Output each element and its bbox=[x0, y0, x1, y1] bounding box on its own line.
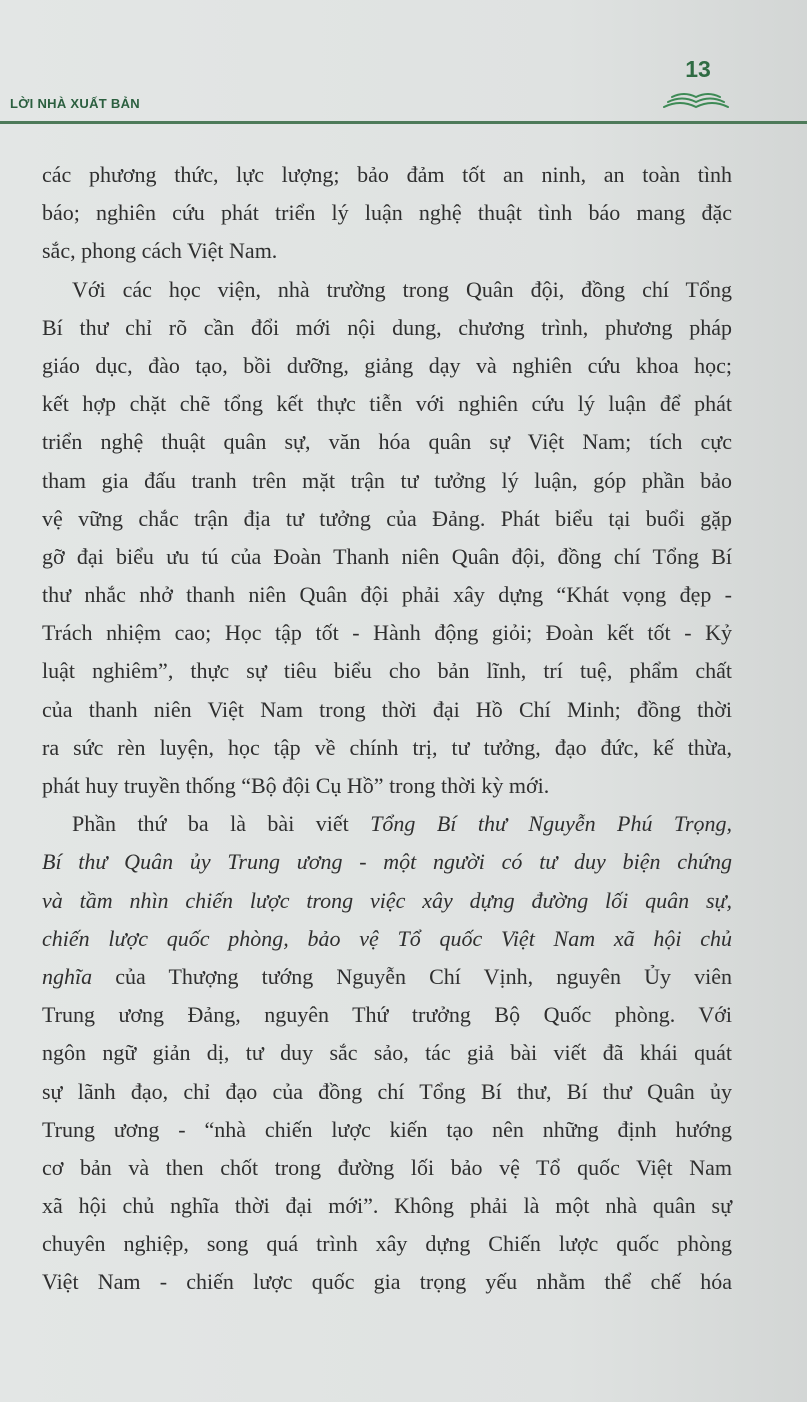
text-line: thư nhắc nhở thanh niên Quân đội phải xây dựng “Khát vọng đẹp - bbox=[42, 582, 732, 608]
text-line-italic bbox=[42, 920, 732, 958]
text-line: của thanh niên Việt Nam trong thời đại Hồ Chí Minh; đồng thời bbox=[42, 696, 732, 722]
article-title-italic: chiến lược quốc phòng, bảo vệ Tổ quốc Việt Nam xã hội chủ bbox=[42, 925, 732, 951]
article-title-italic: và tầm nhìn chiến lược trong việc xây dựng đường lối quân sự, bbox=[42, 887, 732, 913]
text-line: luật nghiêm”, thực sự tiêu biểu cho bản lĩnh, trí tuệ, phẩm chất bbox=[42, 658, 732, 684]
text-line: cơ bản và then chốt trong đường lối bảo vệ Tổ quốc Việt Nam bbox=[42, 1154, 732, 1180]
text-line: Trung ương Đảng, nguyên Thứ trưởng Bộ Quốc phòng. Với bbox=[42, 1002, 732, 1028]
paragraph-start-line bbox=[42, 805, 732, 843]
page-number: 13 bbox=[685, 56, 711, 82]
text-line: ngôn ngữ giản dị, tư duy sắc sảo, tác giả bài viết đã khái quát bbox=[42, 1040, 732, 1066]
text-line: xã hội chủ nghĩa thời đại mới”. Không phải là một nhà quân sự bbox=[42, 1193, 732, 1219]
text-span: Phần thứ ba là bài viết bbox=[72, 811, 371, 837]
text-line-italic bbox=[42, 843, 732, 881]
text-line bbox=[42, 958, 732, 996]
text-line: gỡ đại biểu ưu tú của Đoàn Thanh niên Quân đội, đồng chí Tổng Bí bbox=[42, 543, 732, 569]
section-title: LỜI NHÀ XUẤT BẢN bbox=[10, 96, 140, 111]
paragraph-start-line: Với các học viện, nhà trường trong Quân đội, đồng chí Tổng bbox=[72, 276, 732, 302]
text-line: Trách nhiệm cao; Học tập tốt - Hành động giỏi; Đoàn kết tốt - Kỷ bbox=[42, 620, 732, 646]
text-line-italic bbox=[42, 882, 732, 920]
text-line: vệ vững chắc trận địa tư tưởng của Đảng. Phát biểu tại buổi gặp bbox=[42, 505, 732, 531]
article-title-italic: Tổng Bí thư Nguyễn Phú Trọng, bbox=[370, 811, 733, 837]
header-rule bbox=[0, 121, 807, 124]
text-line: Bí thư chỉ rõ cần đổi mới nội dung, chương trình, phương pháp bbox=[42, 314, 732, 340]
open-book-icon bbox=[662, 89, 730, 111]
text-line: chuyên nghiệp, song quá trình xây dựng Chiến lược quốc phòng bbox=[42, 1231, 732, 1257]
article-title-italic: nghĩa bbox=[42, 963, 93, 989]
article-title-italic: Bí thư Quân ủy Trung ương - một người có tư duy biện chứng bbox=[42, 849, 732, 875]
text-line: triển nghệ thuật quân sự, văn hóa quân sự Việt Nam; tích cực bbox=[42, 429, 732, 455]
text-span: của Thượng tướng Nguyễn Chí Vịnh, nguyên Ủy viên bbox=[92, 963, 732, 989]
text-line: ra sức rèn luyện, học tập về chính trị, tư tưởng, đạo đức, kế thừa, bbox=[42, 734, 732, 760]
text-line: giáo dục, đào tạo, bồi dưỡng, giảng dạy và nghiên cứu khoa học; bbox=[42, 352, 732, 378]
text-line: sự lãnh đạo, chỉ đạo của đồng chí Tổng Bí thư, Bí thư Quân ủy bbox=[42, 1078, 732, 1104]
text-line: Việt Nam - chiến lược quốc gia trọng yếu nhằm thể chế hóa bbox=[42, 1269, 732, 1295]
text-line: kết hợp chặt chẽ tổng kết thực tiễn với nghiên cứu lý luận để phát bbox=[42, 391, 732, 417]
body-text bbox=[42, 156, 732, 1302]
text-line: phát huy truyền thống “Bộ đội Cụ Hồ” trong thời kỳ mới. bbox=[42, 773, 550, 798]
text-line: tham gia đấu tranh trên mặt trận tư tưởng lý luận, góp phần bảo bbox=[42, 467, 732, 493]
text-line: báo; nghiên cứu phát triển lý luận nghệ thuật tình báo mang đặc bbox=[42, 200, 732, 226]
text-line: các phương thức, lực lượng; bảo đảm tốt an ninh, an toàn tình bbox=[42, 162, 732, 187]
text-line: Trung ương - “nhà chiến lược kiến tạo nên những định hướng bbox=[42, 1116, 732, 1142]
text-line: sắc, phong cách Việt Nam. bbox=[42, 238, 278, 264]
